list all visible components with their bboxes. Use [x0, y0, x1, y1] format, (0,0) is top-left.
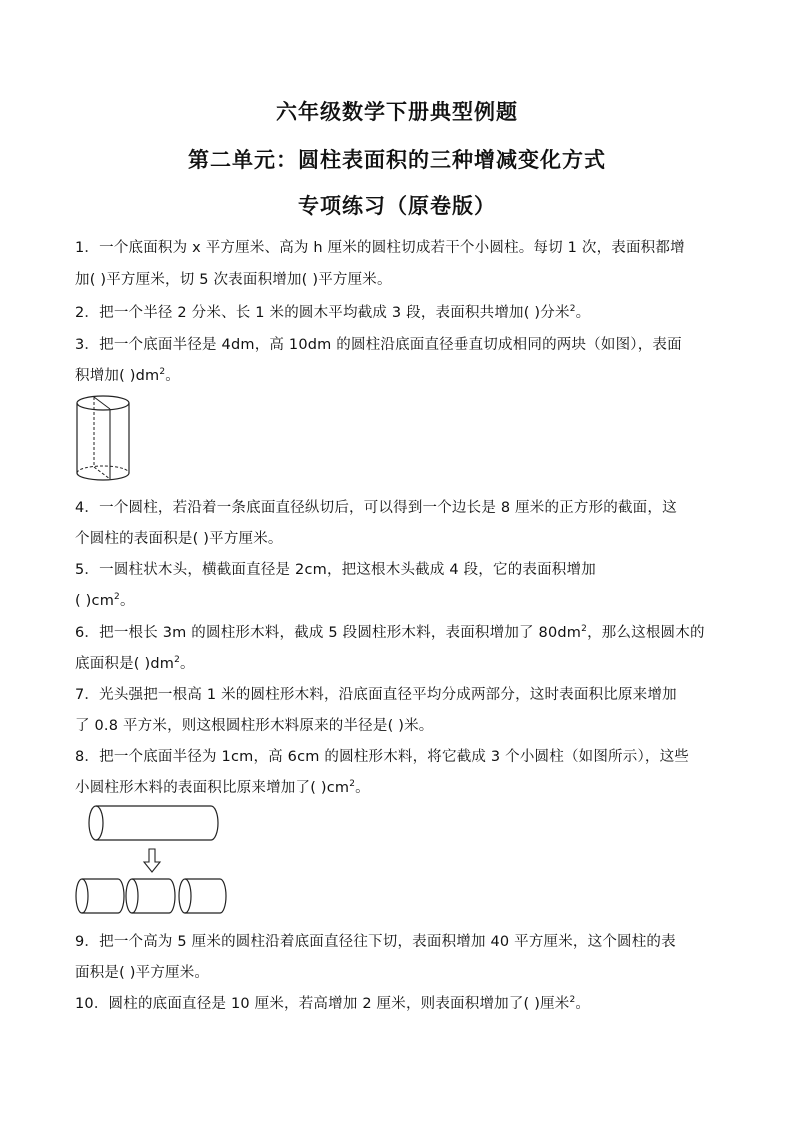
question-2-text: 2．把一个半径 2 分米、长 1 米的圆木平均截成 3 段，表面积共增加( )分米 — [75, 305, 570, 321]
question-3-line-1: 3．把一个底面半径是 4dm，高 10dm 的圆柱沿底面直径垂直切成相同的两块（如图），表面 — [75, 337, 682, 353]
question-10-exponent: 2 — [569, 995, 576, 1006]
cut-bottom-diameter — [94, 467, 110, 479]
long-cylinder — [89, 806, 218, 840]
question-5-text: ( )cm — [75, 593, 115, 609]
cut-cylinder-figure — [74, 393, 136, 485]
question-8-line-2 — [75, 776, 725, 797]
question-2 — [75, 301, 725, 322]
question-10-end: 。 — [575, 996, 591, 1012]
question-10-text: 10．圆柱的底面直径是 10 厘米，若高增加 2 厘米，则表面积增加了( )厘米 — [75, 996, 570, 1012]
question-10 — [75, 992, 725, 1013]
question-8-exponent: 2 — [349, 779, 356, 790]
small-cylinder-3 — [179, 879, 226, 913]
question-3-end: 。 — [165, 368, 180, 384]
question-5-exponent: 2 — [114, 592, 120, 603]
question-1-line-1: 1．一个底面积为 x 平方厘米、高为 h 厘米的圆柱切成若干个小圆柱。每切 1 次，表面积都增 — [75, 240, 685, 256]
unit-title: 第二单元：圆柱表面积的三种增减变化方式 — [188, 148, 606, 172]
question-7-line-1: 7．光头强把一根高 1 米的圆柱形木料，沿底面直径平均分成两部分，这时表面积比原来增加 — [75, 687, 677, 703]
question-6-line-2 — [75, 652, 725, 673]
cylinder-cutting-figure — [72, 800, 232, 918]
cylinder-bottom-back — [77, 466, 129, 473]
question-8-line-1: 8．把一个底面半径为 1cm，高 6cm 的圆柱形木料，将它截成 3 个小圆柱（如图所示），这些 — [75, 749, 689, 765]
question-6-text-c: 底面积是( )dm — [75, 656, 175, 672]
question-5-end: 。 — [119, 593, 135, 609]
question-2-end: 。 — [575, 305, 591, 321]
small-cylinder-1 — [76, 879, 124, 913]
question-6-line-1 — [75, 621, 725, 642]
question-3-exponent: 2 — [159, 367, 166, 378]
question-9-line-1: 9．把一个高为 5 厘米的圆柱沿着底面直径往下切，表面积增加 40 平方厘米，这个圆柱的表 — [75, 934, 676, 950]
question-5-line-1: 5．一圆柱状木头，横截面直径是 2cm，把这根木头截成 4 段，它的表面积增加 — [75, 562, 596, 578]
question-8-end: 。 — [355, 780, 370, 796]
question-3-line-2 — [75, 364, 725, 385]
question-6-end: 。 — [180, 656, 195, 672]
question-8-text: 小圆柱形木料的表面积比原来增加了( )cm — [75, 780, 350, 796]
question-9-line-2: 面积是( )平方厘米。 — [75, 965, 210, 981]
question-7-line-2: 了 0.8 平方米，则这根圆柱形木料原来的半径是( )米。 — [75, 718, 434, 734]
cut-top-diameter — [94, 397, 110, 409]
page-title: 六年级数学下册典型例题 — [276, 100, 518, 124]
question-6-text-b: ，那么这根圆木的 — [587, 625, 705, 641]
question-6-exponent-1: 2 — [581, 624, 588, 635]
question-4-line-2: 个圆柱的表面积是( )平方厘米。 — [75, 531, 283, 547]
practice-subtitle: 专项练习（原卷版） — [298, 194, 496, 218]
small-cylinder-2 — [126, 879, 175, 913]
question-6-exponent-2: 2 — [174, 655, 180, 666]
question-5-line-2 — [75, 589, 725, 610]
question-4-line-1: 4．一个圆柱，若沿着一条底面直径纵切后，可以得到一个边长是 8 厘米的正方形的截面，这 — [75, 500, 677, 516]
question-6-text-a: 6．把一根长 3m 的圆柱形木料，截成 5 段圆柱形木料，表面积增加了 80dm — [75, 625, 582, 641]
question-1-line-2: 加( )平方厘米，切 5 次表面积增加( )平方厘米。 — [75, 272, 392, 288]
cylinder-top-ellipse — [77, 396, 129, 410]
question-3-text: 积增加( )dm — [75, 368, 160, 384]
down-arrow-icon — [144, 849, 160, 872]
question-2-exponent: 2 — [569, 304, 576, 315]
